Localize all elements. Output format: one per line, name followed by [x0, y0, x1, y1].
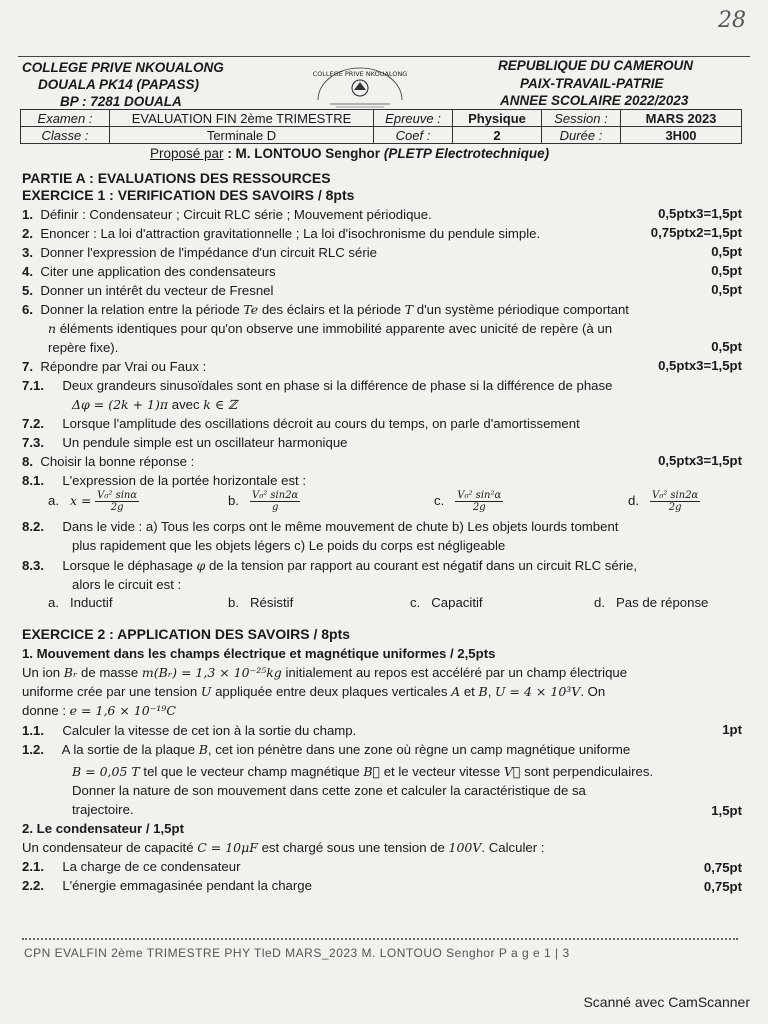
proposed-by-label: Proposé par [150, 146, 224, 161]
question-5: 5. Donner un intérêt du vecteur de Fresnel [22, 283, 274, 298]
republic-motto: PAIX-TRAVAIL-PATRIE [520, 76, 664, 91]
question-2-1-points: 0,75pt [703, 860, 742, 875]
question-7-points: 0,5ptx3=1,5pt [658, 358, 742, 373]
examen-value: EVALUATION FIN 2ème TRIMESTRE [110, 110, 374, 127]
option-8-1-a: a. x = $\frac{\text{V₀² sinα}}{2g}$ [48, 490, 138, 513]
section-1-text-line2: uniforme crée par une tension U appliquée entre deux plaques verticales A et B, U = 4 × 10³V. On [22, 684, 606, 699]
school-year: ANNEE SCOLAIRE 2022/2023 [500, 93, 689, 108]
question-1-2-line4: trajectoire. [72, 802, 134, 817]
republic-name: REPUBLIQUE DU CAMEROUN [498, 58, 694, 73]
option-8-3-b: b. Résistif [228, 595, 294, 610]
question-1-1: 1.1. Calculer la vitesse de cet ion à la sortie du champ. [22, 723, 357, 738]
option-8-3-a: a. Inductif [48, 595, 113, 610]
question-1-2-points: 1,5pt [711, 803, 742, 818]
section-1-title: 1. Mouvement dans les champs électrique et magnétique uniformes / 2,5pts [22, 646, 496, 661]
question-4-points: 0,5pt [711, 263, 742, 278]
question-7: 7. Répondre par Vrai ou Faux : [22, 359, 207, 374]
question-2-1: 2.1. La charge de ce condensateur [22, 859, 241, 874]
top-rule [18, 56, 750, 57]
question-8-2-line1: 8.2. Dans le vide : a) Tous les corps ont le même mouvement de chute b) Les objets lourds tombent [22, 519, 619, 534]
proposed-by-role: (PLETP Electrotechnique) [383, 146, 550, 161]
question-7-1: 7.1. Deux grandeurs sinusoïdales sont en phase si la différence de phase si la différence de phase [22, 378, 613, 393]
option-8-3-d: d. Pas de réponse [594, 595, 709, 610]
school-name: COLLEGE PRIVE NKOUALONG [22, 60, 224, 75]
proposed-by [150, 146, 549, 161]
question-4: 4. Citer une application des condensateurs [22, 264, 276, 279]
coef-label: Coef : [374, 127, 453, 144]
epreuve-value: Physique [453, 110, 542, 127]
session-value: MARS 2023 [621, 110, 742, 127]
option-8-1-d: d. $\frac{\text{V₀² sin2α}}{2g}$ [628, 490, 699, 513]
epreuve-label: Epreuve : [374, 110, 453, 127]
option-8-3-c: c. Capacitif [410, 595, 483, 610]
school-seal-logo [300, 60, 420, 110]
question-1-2-line3: Donner la nature de son mouvement dans cette zone et calculer la caractéristique de sa [72, 783, 586, 798]
examen-label: Examen : [21, 110, 110, 127]
question-1-2-line2: B = 0,05 T tel que le vecteur champ magnétique B⃗ et le vecteur vitesse V⃗ sont perpendiculaires. [72, 764, 654, 779]
question-1-points: 0,5ptx3=1,5pt [658, 206, 742, 221]
question-2-2: 2.2. L'énergie emmagasinée pendant la charge [22, 878, 312, 893]
school-address: DOUALA PK14 (PAPASS) [38, 77, 200, 92]
question-6-line3: repère fixe). [48, 340, 119, 355]
question-6-line2: n éléments identiques pour qu'on observe une immobilité apparente avec unicité de repère (à un [48, 321, 613, 336]
section-2-text: Un condensateur de capacité C = 10μF est chargé sous une tension de 100V. Calculer : [22, 840, 545, 855]
classe-label: Classe : [21, 127, 110, 144]
question-7-2: 7.2. Lorsque l'amplitude des oscillations décroit au cours du temps, on parle d'amortissement [22, 416, 580, 431]
seal-text: COLLEGE PRIVE NKOUALONG [312, 70, 408, 78]
partie-a-title: PARTIE A : EVALUATIONS DES RESSOURCES [22, 170, 331, 186]
question-8-3-line2: alors le circuit est : [72, 577, 182, 592]
footer-rule [22, 938, 738, 940]
proposed-by-author: : M. LONTOUO Senghor [227, 146, 381, 161]
question-6-points: 0,5pt [711, 339, 742, 354]
coef-value: 2 [453, 127, 542, 144]
question-2: 2. Enoncer : La loi d'attraction gravitationnelle ; La loi d'isochronisme du pendule simple. [22, 226, 541, 241]
section-1-text-line1: Un ion Bᵣ de masse m(Bᵣ) = 1,3 × 10⁻²⁵kg initialement au repos est accéléré par un champ électrique [22, 665, 628, 680]
session-label: Session : [542, 110, 621, 127]
question-8-1: 8.1. L'expression de la portée horizontale est : [22, 473, 307, 488]
question-8-3-line1: 8.3. Lorsque le déphasage φ de la tension par rapport au courant est négatif dans un circuit RLC série, [22, 558, 638, 573]
option-8-1-b: b. $\frac{\text{V₀² sin2α}}{g}$ [228, 490, 299, 513]
question-8-2-line2: plus rapidement que les objets légers c) Le poids du corps est négligeable [72, 538, 506, 553]
question-3: 3. Donner l'expression de l'impédance d'un circuit RLC série [22, 245, 378, 260]
question-6-line1: 6. Donner la relation entre la période Te des éclairs et la période T d'un système périodique comportant [22, 302, 629, 317]
question-5-points: 0,5pt [711, 282, 742, 297]
question-7-3: 7.3. Un pendule simple est un oscillateur harmonique [22, 435, 348, 450]
page-footer: CPN EVALFIN 2ème TRIMESTRE PHY TleD MARS_2023 M. LONTOUO Senghor P a g e 1 | 3 [24, 946, 570, 960]
exercise1-title: EXERCICE 1 : VERIFICATION DES SAVOIRS / 8pts [22, 187, 355, 203]
school-bp: BP : 7281 DOUALA [60, 94, 182, 109]
section-1-text-line3: donne : e = 1,6 × 10⁻¹⁹C [22, 703, 176, 718]
question-2-2-points: 0,75pt [703, 879, 742, 894]
section-2-title: 2. Le condensateur / 1,5pt [22, 821, 184, 836]
classe-value: Terminale D [110, 127, 374, 144]
duree-value: 3H00 [621, 127, 742, 144]
question-1-1-points: 1pt [722, 722, 742, 737]
option-8-1-c: c. $\frac{\text{V₀² sin²α}}{2g}$ [434, 490, 502, 513]
camscanner-watermark: Scanné avec CamScanner [583, 994, 750, 1010]
question-1-2-line1: 1.2. A la sortie de la plaque B, cet ion pénètre dans une zone où règne un camp magnétique uniforme [22, 742, 631, 757]
question-8-points: 0,5ptx3=1,5pt [658, 453, 742, 468]
duree-label: Durée : [542, 127, 621, 144]
question-8: 8. Choisir la bonne réponse : [22, 454, 195, 469]
exercise2-title: EXERCICE 2 : APPLICATION DES SAVOIRS / 8pts [22, 626, 351, 642]
question-3-points: 0,5pt [711, 244, 742, 259]
question-2-points: 0,75ptx2=1,5pt [650, 225, 742, 240]
exam-info-table [20, 109, 742, 144]
question-1: 1. Définir : Condensateur ; Circuit RLC série ; Mouvement périodique. [22, 207, 432, 222]
handwritten-page-number: 28 [718, 8, 746, 33]
question-7-1-formula: Δφ = (2k + 1)π avec k ∈ ℤ [72, 397, 238, 412]
